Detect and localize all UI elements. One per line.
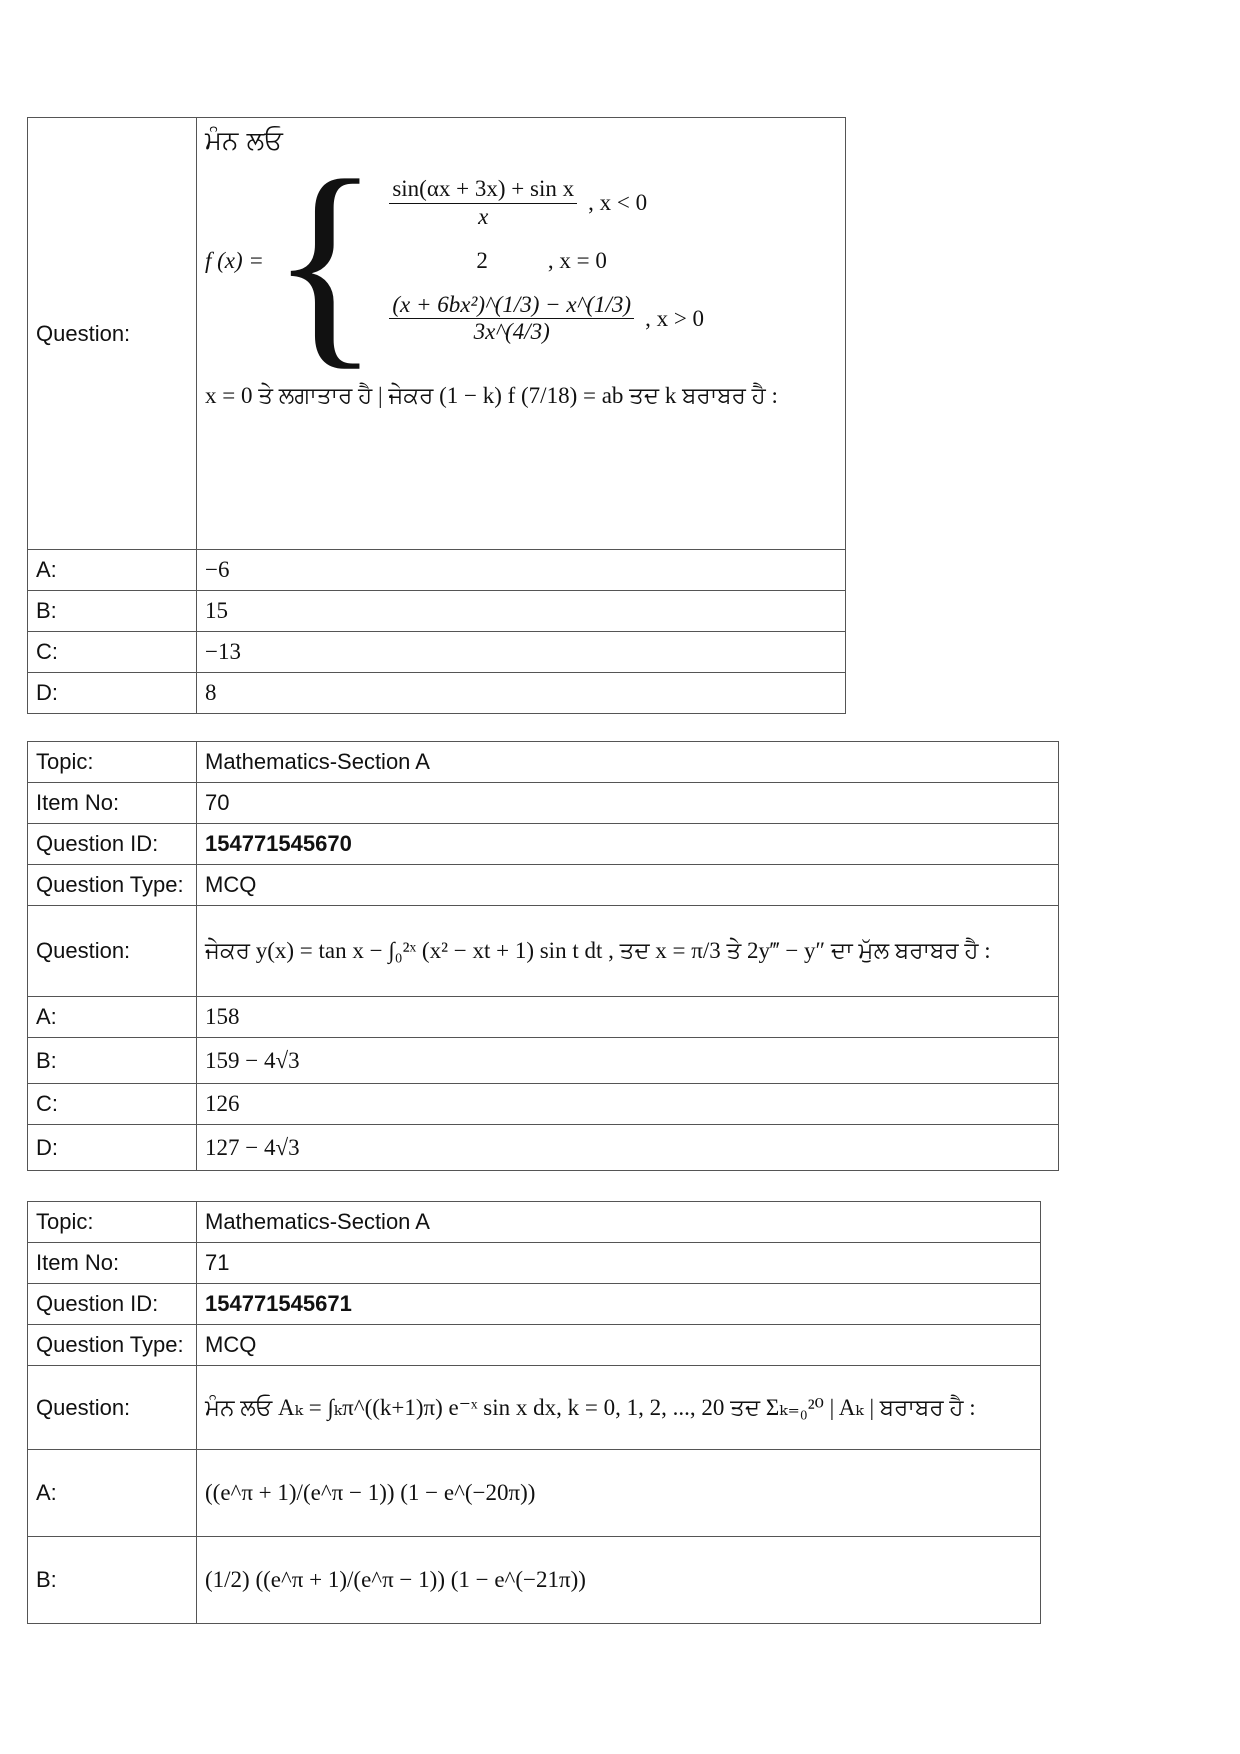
case1-fraction — [389, 176, 577, 230]
option-label: D: — [28, 1125, 197, 1171]
option-value: 159 − 4√3 — [197, 1038, 1059, 1084]
question-id-label: Question ID: — [28, 824, 197, 865]
question-id-label: Question ID: — [28, 1284, 197, 1325]
case3-numerator: (x + 6bx²)^(1/3) − x^(1/3) — [389, 292, 634, 319]
cases — [386, 176, 704, 346]
question-intro: ਮੰਨ ਲਓ — [205, 126, 283, 156]
brace: { — [269, 133, 381, 388]
question-text: ਮੰਨ ਲਓ Aₖ = ∫ₖπ^((k+1)π) e⁻ˣ sin x dx, k = 0, 1, 2, ..., 20 ਤਦ Σₖ₌₀²⁰ | Aₖ | ਬਰਾਬਰ ਹੈ : — [197, 1366, 1041, 1450]
question-id-value: 154771545670 — [197, 824, 1059, 865]
option-value: ((e^π + 1)/(e^π − 1)) (1 − e^(−20π)) — [197, 1450, 1041, 1537]
topic-value: Mathematics-Section A — [197, 742, 1059, 783]
option-label: B: — [28, 1537, 197, 1624]
question-id-value: 154771545671 — [197, 1284, 1041, 1325]
option-value: 8 — [197, 673, 846, 714]
option-label: C: — [28, 632, 197, 673]
condition-text: x = 0 ਤੇ ਲਗਾਤਾਰ ਹੈ | ਜੇਕਰ (1 − k) f (7/18) = ab ਤਦ k ਬਰਾਬਰ ਹੈ : — [205, 383, 778, 408]
question-text: ਜੇਕਰ y(x) = tan x − ∫₀²ˣ (x² − xt + 1) sin t dt , ਤਦ x = π/3 ਤੇ 2y‴ − y″ ਦਾ ਮੁੱਲ ਬਰਾਬਰ ਹੈ : — [197, 906, 1059, 997]
question-label: Question: — [28, 906, 197, 997]
case1-denominator: x — [478, 203, 489, 229]
option-value: −6 — [197, 550, 846, 591]
option-label: A: — [28, 1450, 197, 1537]
function-name: f (x) = — [205, 248, 264, 273]
case3-condition: , x > 0 — [645, 305, 705, 331]
item-value: 70 — [197, 783, 1059, 824]
question-table-2 — [27, 741, 1059, 1171]
option-value: 126 — [197, 1084, 1059, 1125]
topic-value: Mathematics-Section A — [197, 1202, 1041, 1243]
option-label: C: — [28, 1084, 197, 1125]
option-label: A: — [28, 997, 197, 1038]
option-value: −13 — [197, 632, 846, 673]
case3-denominator: 3x^(4/3) — [473, 319, 550, 345]
question-type-label: Question Type: — [28, 1325, 197, 1366]
question-type-label: Question Type: — [28, 865, 197, 906]
question-table-3 — [27, 1201, 1041, 1624]
option-value: 158 — [197, 997, 1059, 1038]
case1-numerator: sin(αx + 3x) + sin x — [389, 176, 577, 203]
question-body — [197, 118, 846, 550]
option-label: B: — [28, 591, 197, 632]
case2-condition: , x = 0 — [547, 248, 607, 273]
topic-label: Topic: — [28, 742, 197, 783]
item-label: Item No: — [28, 783, 197, 824]
topic-label: Topic: — [28, 1202, 197, 1243]
question-label: Question: — [28, 118, 197, 550]
question-table-1 — [27, 117, 846, 714]
item-label: Item No: — [28, 1243, 197, 1284]
case2-value: 2 — [476, 248, 488, 273]
option-value: (1/2) ((e^π + 1)/(e^π − 1)) (1 − e^(−21π)) — [197, 1537, 1041, 1624]
option-value: 127 − 4√3 — [197, 1125, 1059, 1171]
item-value: 71 — [197, 1243, 1041, 1284]
option-label: D: — [28, 673, 197, 714]
option-value: 15 — [197, 591, 846, 632]
question-type-value: MCQ — [197, 1325, 1041, 1366]
question-type-value: MCQ — [197, 865, 1059, 906]
option-label: A: — [28, 550, 197, 591]
case1-condition: , x < 0 — [588, 190, 648, 216]
question-label: Question: — [28, 1366, 197, 1450]
option-label: B: — [28, 1038, 197, 1084]
case3-fraction — [389, 292, 634, 346]
